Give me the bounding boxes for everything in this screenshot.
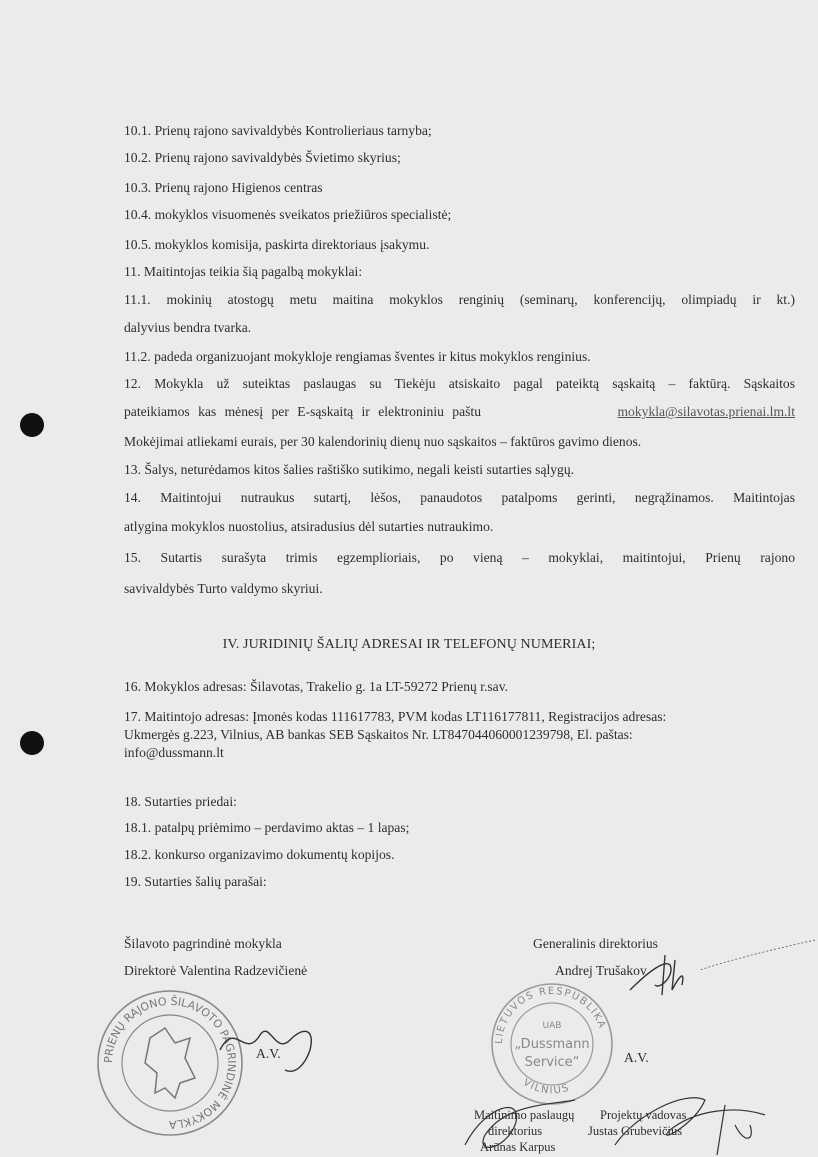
clause-11-2: 11.2. padeda organizuojant mokykloje rengiamas šventes ir kitus mokyklos renginius. [124,349,591,364]
annex-18-2: 18.2. konkurso organizavimo dokumentų kopijos. [124,847,395,862]
caterer-address-2: Ukmergės g.223, Vilnius, AB bankas SEB Sąskaitos Nr. LT847044060001239798, El. paštas: [124,727,633,742]
annexes-title: 18. Sutarties priedai: [124,794,237,809]
clause-11-1-cont: dalyvius bendra tvarka. [124,320,252,335]
signatures-title: 19. Sutarties šalių parašai: [124,874,267,889]
general-director-title: Generalinis direktorius [533,936,658,951]
company-stamp-name2: Service“ [524,1055,580,1070]
project-manager-name: Justas Grubevičius [588,1124,683,1138]
project-manager-title: Projektų vadovas [600,1108,687,1122]
catering-director-title: Maitinimo paslaugų [474,1108,575,1122]
school-stamp-ring-text: PRIENŲ RAJONO ŠILAVOTO PAGRINDINĖ MOKYKLA [101,994,239,1132]
caterer-email: info@dussmann.lt [124,745,224,760]
clause-10-1: 10.1. Prienų rajono savivaldybės Kontrolieriaus tarnyba; [124,123,432,138]
director-signature [215,1010,325,1080]
catering-director-name: Arūnas Karpus [480,1140,556,1154]
catering-director-title2: direktorius [488,1124,543,1138]
company-stamp-ring-bottom: VILNIUS [520,1077,572,1097]
svg-text:LIETUVOS RESPUBLIKA [494,986,608,1044]
clause-13: 13. Šalys, neturėdamos kitos šalies raštiško sutikimo, negali keisti sutarties sąlygų. [124,462,575,477]
clause-14-cont: atlygina mokyklos nuostolius, atsiradusius dėl sutarties nutraukimo. [124,519,494,534]
clause-12-cont [124,404,795,420]
clause-14: 14. Maitintojui nutraukus sutartį, lėšos, panaudotos patalpoms gerinti, negrąžinamos. Maitintojas [124,490,795,505]
vytis-emblem-icon [145,1028,195,1098]
clause-12: 12. Mokykla už suteiktas paslaugas su Tiekėju atsiskaito pagal pateiktą sąskaitą – faktūrą. Sąskaitos [124,376,795,391]
clause-12-cont-text: pateikiamos kas mėnesį per E-sąskaitą ir elektroniniu paštu [124,404,482,419]
annex-18-1: 18.1. patalpų priėmimo – perdavimo aktas – 1 lapas; [124,820,410,835]
clause-10-3: 10.3. Prienų rajono Higienos centras [124,180,323,195]
section-heading: IV. JURIDINIŲ ŠALIŲ ADRESAI IR TELEFONŲ NUMERIAI; [222,637,596,652]
school-address: 16. Mokyklos adresas: Šilavotas, Trakelio g. 1a LT-59272 Prienų r.sav. [124,679,509,694]
punch-hole [20,731,44,755]
school-name: Šilavoto pagrindinė mokykla [124,936,282,951]
clause-10-2: 10.2. Prienų rajono savivaldybės Švietimo skyrius; [124,150,401,165]
punch-hole [20,413,44,437]
clause-10-4: 10.4. mokyklos visuomenės sveikatos priežiūros specialistė; [124,207,452,222]
general-director-name: Andrej Trušakov [555,963,647,978]
right-av-mark: A.V. [624,1050,649,1065]
clause-12-payment: Mokėjimai atliekami eurais, per 30 kalendorinių dienų nuo sąskaitos – faktūros gavimo dienos. [124,434,642,449]
bottom-signatures [455,1085,785,1157]
company-stamp-name1: „Dussmann [514,1037,590,1052]
caterer-address-1: 17. Maitintojo adresas: Įmonės kodas 111617783, PVM kodas LT116177811, Registracijos adresas: [124,709,667,724]
school-director: Direktorė Valentina Radzevičienė [124,963,308,978]
company-stamp-uab: UAB [542,1021,562,1031]
left-av-mark: A.V. [256,1046,281,1061]
clause-11-1: 11.1. mokinių atostogų metu maitina mokyklos renginių (seminarų, konferencijų, olimpiadų ir kt.) [124,292,795,307]
company-stamp-ring-top: LIETUVOS RESPUBLIKA [493,985,608,1045]
general-director-signature [620,930,818,1010]
clause-11: 11. Maitintojas teikia šią pagalbą mokyklai: [124,264,363,279]
clause-10-5: 10.5. mokyklos komisija, paskirta direktoriaus įsakymu. [124,237,430,252]
clause-15: 15. Sutartis surašyta trimis egzemplioriais, po vieną – mokyklai, maitintojui, Prienų rajono [124,550,795,565]
school-email-link[interactable]: mokykla@silavotas.prienai.lm.lt [617,404,795,419]
clause-15-cont: savivaldybės Turto valdymo skyriui. [124,581,323,596]
